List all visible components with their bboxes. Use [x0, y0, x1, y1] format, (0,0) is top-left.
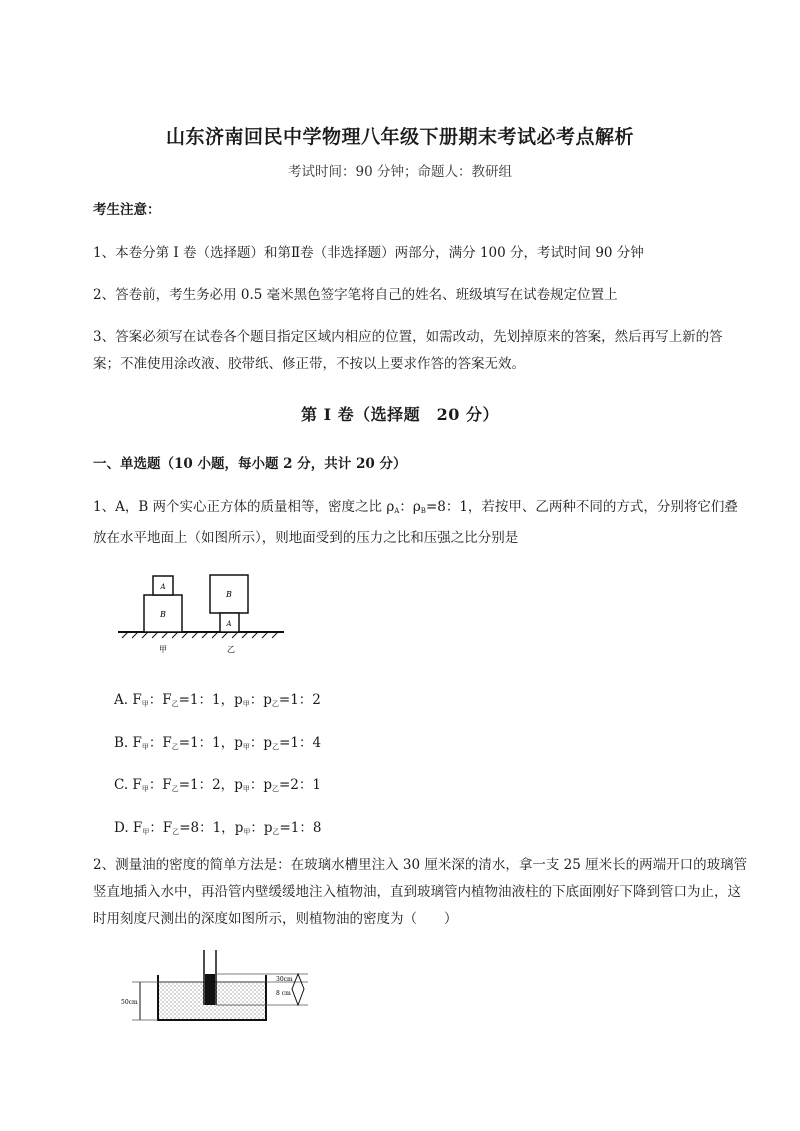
q1-rho-a-sub: A — [394, 507, 400, 515]
q1-figure — [112, 570, 292, 660]
yi-box-b-label: B — [226, 590, 232, 599]
yi-box-a-label: A — [226, 620, 232, 628]
question-2: 2、测量油的密度的简单方法是：在玻璃水槽里注入 30 厘米深的清水，拿一支 25 厘米长的两端开口的玻璃管竖直地插入水中，再沿管内壁缓缓地注入植物油，直到玻璃管内植物油液柱的下底面刚好下降到管口为止，这时用刻度尺测出的深度如图所示，则植物油的密度为（ ） — [93, 857, 748, 927]
jia-box-b-label: B — [160, 610, 166, 619]
notice-item-3: 3、答案必须写在试卷各个题目指定区域内相应的位置，如需改动，先划掉原来的答案，然后再写上新的答案；不准使用涂改液、胶带纸、修正带，不按以上要求作答的答案无效。 — [93, 329, 723, 372]
page-title: 山东济南回民中学物理八年级下册期末考试必考点解析 — [165, 126, 634, 148]
q1-stem-a: 1、A，B 两个实心正方体的质量相等，密度之比 ρ — [93, 499, 395, 515]
q1-option-c[interactable]: C. $F_甲$：$F_乙=1$：2，$p_甲$：$p_乙=2$：1 — [114, 777, 321, 793]
page-subtitle: 考试时间：90 分钟；命题人：教研组 — [288, 164, 512, 180]
q1-rho-b-sub: B — [420, 507, 426, 515]
notice-heading: 考生注意： — [93, 202, 161, 218]
q1-stem-b: ：ρ — [399, 499, 421, 515]
q2-label-top: 30cm — [276, 976, 293, 983]
q2-label-depth: 50cm — [121, 999, 138, 1006]
q1-option-b[interactable]: B. $F_甲$：$F_乙=1$：1，$p_甲$：$p_乙=1$：4 — [114, 735, 322, 751]
q1-option-d[interactable]: D. $F_甲$：$F_乙=8$：1，$p_甲$：$p_乙=1$：8 — [114, 820, 322, 836]
part-heading: 一、单选题（10 小题，每小题 2 分，共计 20 分） — [93, 456, 407, 472]
jia-box-a-label: A — [160, 583, 166, 591]
section-title: 第 I 卷（选择题 20 分） — [301, 405, 499, 424]
notice-item-1: 1、本卷分第 I 卷（选择题）和第Ⅱ卷（非选择题）两部分，满分 100 分，考试时间 90 分钟 — [93, 245, 644, 261]
q2-label-gap: 8 cm — [276, 990, 291, 997]
label-yi: 乙 — [227, 645, 235, 654]
label-jia: 甲 — [159, 645, 167, 654]
dimension-marker — [292, 974, 304, 1005]
q2-figure — [118, 945, 328, 1030]
notice-item-2: 2、答卷前，考生务必用 0.5 毫米黑色签字笔将自己的姓名、班级填写在试卷规定位置上 — [93, 287, 618, 303]
oil-column — [205, 974, 215, 1005]
q1-option-a[interactable]: A. $F_甲$：$F_乙=1$：1，$p_甲$：$p_乙=1$：2 — [114, 692, 321, 708]
question-1 — [93, 494, 748, 552]
q1-stem-c: =8：1，若按甲、乙两种不同的方式，分别将它们叠放在水平地面上（如图所示），则地面受到的压力之比和压强之比分别是 — [93, 499, 738, 546]
